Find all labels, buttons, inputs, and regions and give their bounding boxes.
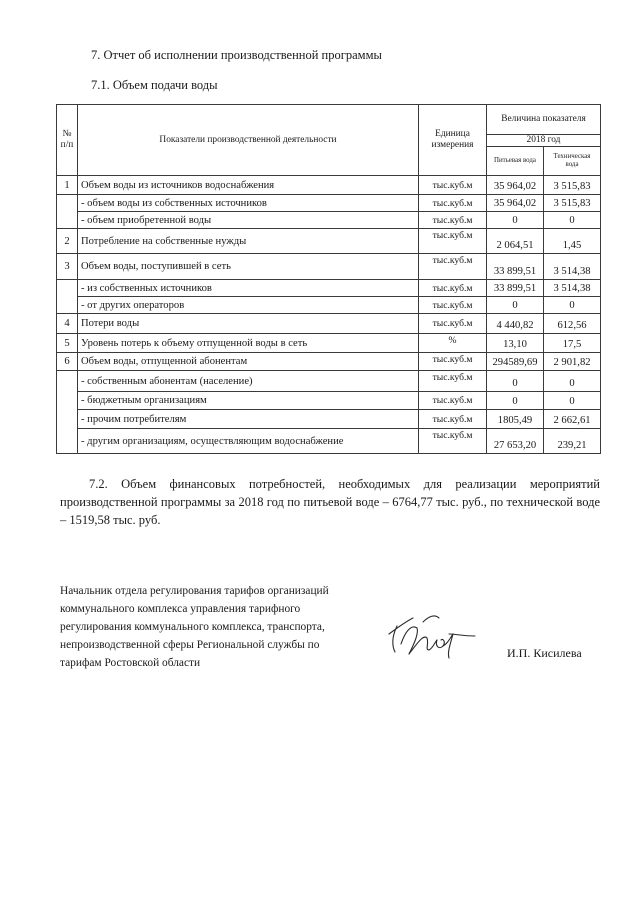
row-num-empty — [57, 371, 78, 454]
row-unit: тыс.куб.м — [419, 254, 487, 280]
row-unit: тыс.куб.м — [419, 353, 487, 371]
table-row — [57, 229, 601, 254]
row-unit: тыс.куб.м — [419, 314, 487, 334]
signatory-title — [60, 582, 380, 672]
row-technical: 3 515,83 — [544, 176, 601, 195]
row-unit: % — [419, 334, 487, 353]
row-num-empty — [57, 280, 78, 314]
table-row — [57, 371, 601, 392]
table-row — [57, 254, 601, 280]
row-num: 3 — [57, 254, 78, 280]
row-unit: тыс.куб.м — [419, 229, 487, 254]
row-potable: 0 — [487, 371, 544, 392]
subsection-title: 7.1. Объем подачи воды — [91, 78, 218, 92]
row-technical: 0 — [544, 371, 601, 392]
row-name: Потери воды — [78, 314, 419, 334]
row-num: 1 — [57, 176, 78, 195]
row-unit: тыс.куб.м — [419, 280, 487, 297]
row-potable: 27 653,20 — [487, 429, 544, 454]
row-technical: 0 — [544, 297, 601, 314]
row-name: Объем воды из источников водоснабжения — [78, 176, 419, 195]
row-technical: 1,45 — [544, 229, 601, 254]
row-potable: 0 — [487, 297, 544, 314]
row-num: 6 — [57, 353, 78, 371]
table-row — [57, 392, 601, 410]
row-name: - другим организациям, осуществляющим водоснабжение — [78, 429, 419, 454]
header-technical: Техническая вода — [544, 147, 601, 176]
row-technical: 0 — [544, 212, 601, 229]
table-row — [57, 212, 601, 229]
row-unit: тыс.куб.м — [419, 176, 487, 195]
row-technical: 612,56 — [544, 314, 601, 334]
table-row — [57, 314, 601, 334]
handwritten-signature — [383, 604, 481, 664]
row-technical: 3 514,38 — [544, 254, 601, 280]
row-name: Объем воды, поступившей в сеть — [78, 254, 419, 280]
row-technical: 2 662,61 — [544, 410, 601, 429]
signatory-title-line: тарифам Ростовской области — [60, 657, 201, 669]
row-technical: 3 515,83 — [544, 195, 601, 212]
header-num: № п/п — [57, 105, 78, 176]
row-num: 4 — [57, 314, 78, 334]
row-name: - от других операторов — [78, 297, 419, 314]
row-technical: 3 514,38 — [544, 280, 601, 297]
signatory-title-line: коммунального комплекса управления тарифного — [60, 603, 301, 615]
table-row — [57, 176, 601, 195]
row-technical: 17,5 — [544, 334, 601, 353]
signatory-title-line: регулирования коммунального комплекса, транспорта, — [60, 621, 325, 633]
header-unit: Единица измерения — [419, 105, 487, 176]
table-row — [57, 353, 601, 371]
header-year: 2018 год — [487, 135, 601, 147]
row-potable: 2 064,51 — [487, 229, 544, 254]
row-name: - собственным абонентам (население) — [78, 371, 419, 392]
row-num-empty — [57, 195, 78, 229]
signatory-title-line: Начальник отдела регулирования тарифов организаций — [60, 585, 329, 597]
row-unit: тыс.куб.м — [419, 195, 487, 212]
row-potable: 33 899,51 — [487, 280, 544, 297]
row-technical: 239,21 — [544, 429, 601, 454]
row-potable: 13,10 — [487, 334, 544, 353]
header-indicator: Показатели производственной деятельности — [78, 105, 419, 176]
row-unit: тыс.куб.м — [419, 297, 487, 314]
row-unit: тыс.куб.м — [419, 212, 487, 229]
row-potable: 294589,69 — [487, 353, 544, 371]
row-name: - бюджетным организациям — [78, 392, 419, 410]
row-name: Уровень потерь к объему отпущенной воды в сеть — [78, 334, 419, 353]
row-name: - прочим потребителям — [78, 410, 419, 429]
row-name: Потребление на собственные нужды — [78, 229, 419, 254]
row-unit: тыс.куб.м — [419, 392, 487, 410]
water-supply-table — [56, 104, 601, 454]
row-name: - объем приобретенной воды — [78, 212, 419, 229]
row-name: - из собственных источников — [78, 280, 419, 297]
row-technical: 0 — [544, 392, 601, 410]
row-potable: 0 — [487, 212, 544, 229]
row-potable: 0 — [487, 392, 544, 410]
table-row — [57, 280, 601, 297]
header-value: Величина показателя — [487, 105, 601, 135]
row-technical: 2 901,82 — [544, 353, 601, 371]
table-row — [57, 297, 601, 314]
table-row — [57, 410, 601, 429]
row-name: Объем воды, отпущенной абонентам — [78, 353, 419, 371]
row-unit: тыс.куб.м — [419, 429, 487, 454]
row-num: 2 — [57, 229, 78, 254]
financial-paragraph: 7.2. Объем финансовых потребностей, необходимых для реализации мероприятий производственной программы за 2018 год по питьевой воде – 6764,77 тыс. руб., по технической воде – 1519,58 тыс. руб. — [60, 477, 600, 527]
row-potable: 33 899,51 — [487, 254, 544, 280]
row-potable: 35 964,02 — [487, 195, 544, 212]
row-num: 5 — [57, 334, 78, 353]
table-row — [57, 334, 601, 353]
row-potable: 35 964,02 — [487, 176, 544, 195]
row-name: - объем воды из собственных источников — [78, 195, 419, 212]
signatory-name: И.П. Кисилева — [507, 646, 582, 660]
row-unit: тыс.куб.м — [419, 371, 487, 392]
row-potable: 1805,49 — [487, 410, 544, 429]
row-unit: тыс.куб.м — [419, 410, 487, 429]
table-row — [57, 429, 601, 454]
header-potable: Питьевая вода — [487, 147, 544, 176]
row-potable: 4 440,82 — [487, 314, 544, 334]
signatory-title-line: непроизводственной сферы Региональной службы по — [60, 639, 320, 651]
section-title: 7. Отчет об исполнении производственной программы — [91, 48, 382, 62]
table-row — [57, 195, 601, 212]
